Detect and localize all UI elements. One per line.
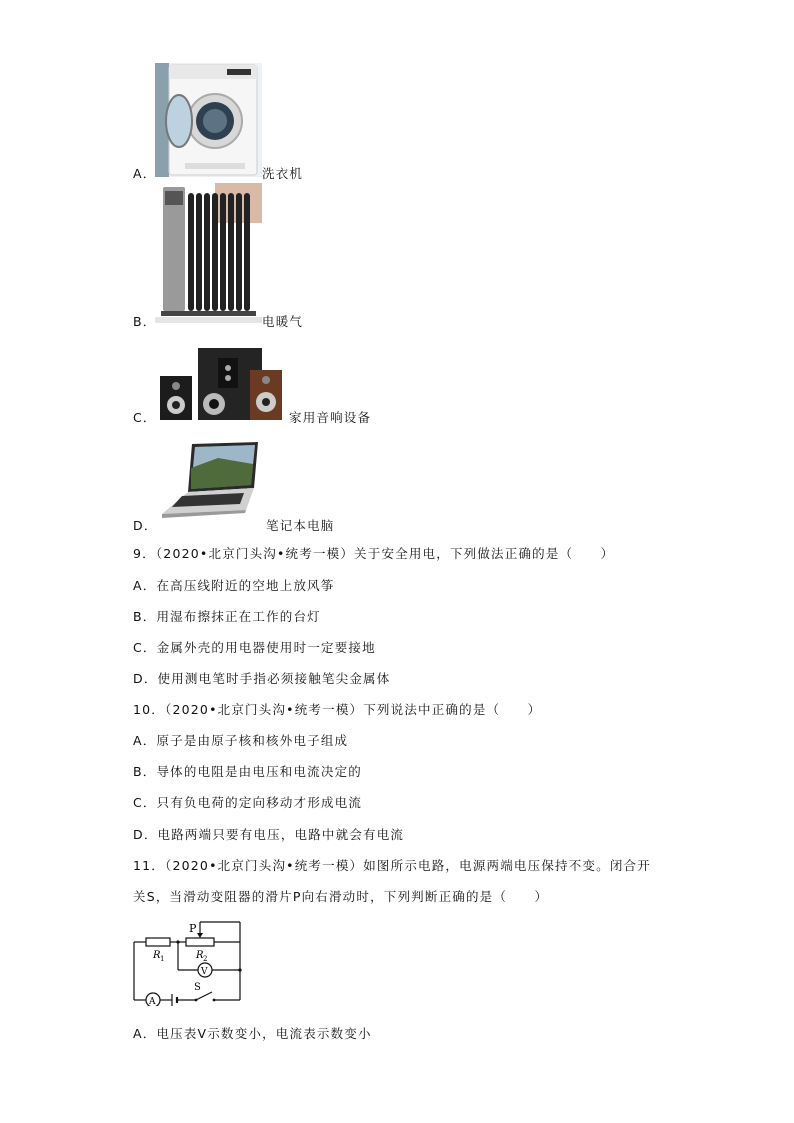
option-letter-d: D．	[133, 518, 158, 533]
question-9-option-d: D．使用测电笔时手指必须接触笔尖金属体	[133, 671, 391, 686]
ammeter-label: A	[149, 997, 156, 1006]
washing-machine-image	[155, 63, 262, 177]
r1-subscript: 1	[160, 955, 165, 963]
question-11-option-a: A．电压表V示数变小，电流表示数变小	[133, 1026, 372, 1041]
question-9-stem: 9．（2020•北京门头沟•统考一模）关于安全用电，下列做法正确的是（ ）	[133, 546, 615, 561]
r2-label: R	[196, 950, 204, 961]
option-text-c: 家用音响设备	[289, 410, 372, 425]
voltmeter-label: V	[201, 967, 208, 977]
question-11-stem-line1: 11．（2020•北京门头沟•统考一模）如图所示电路，电源两端电压保持不变。闭合开	[133, 858, 651, 873]
circuit-diagram	[128, 918, 248, 1006]
slider-p-label: P	[189, 922, 197, 935]
r1-label: R	[153, 950, 161, 961]
option-text-d: 笔记本电脑	[266, 518, 335, 533]
option-letter-c: C．	[133, 410, 157, 425]
question-9-option-a: A．在高压线附近的空地上放风筝	[133, 578, 335, 593]
option-text-a: 洗衣机	[262, 166, 304, 181]
switch-label: S	[194, 982, 201, 993]
question-10-option-b: B．导体的电阻是由电压和电流决定的	[133, 764, 362, 779]
question-10-option-d: D．电路两端只要有电压，电路中就会有电流	[133, 827, 405, 842]
question-11-stem-line2: 关S，当滑动变阻器的滑片P向右滑动时，下列判断正确的是（ ）	[133, 889, 549, 904]
question-9-option-b: B．用湿布擦抹正在工作的台灯	[133, 609, 321, 624]
r2-subscript: 2	[203, 955, 208, 963]
option-letter-b: B．	[133, 314, 157, 329]
option-letter-a: A．	[133, 166, 157, 181]
option-text-b: 电暖气	[262, 314, 304, 329]
question-10-stem: 10．（2020•北京门头沟•统考一模）下列说法中正确的是（ ）	[133, 702, 542, 717]
question-10-option-c: C．只有负电荷的定向移动才形成电流	[133, 795, 363, 810]
speaker-set-image	[158, 344, 285, 422]
question-10-option-a: A．原子是由原子核和核外电子组成	[133, 733, 349, 748]
electric-heater-image	[155, 183, 262, 323]
laptop-image	[158, 438, 268, 524]
question-9-option-c: C．金属外壳的用电器使用时一定要接地	[133, 640, 376, 655]
